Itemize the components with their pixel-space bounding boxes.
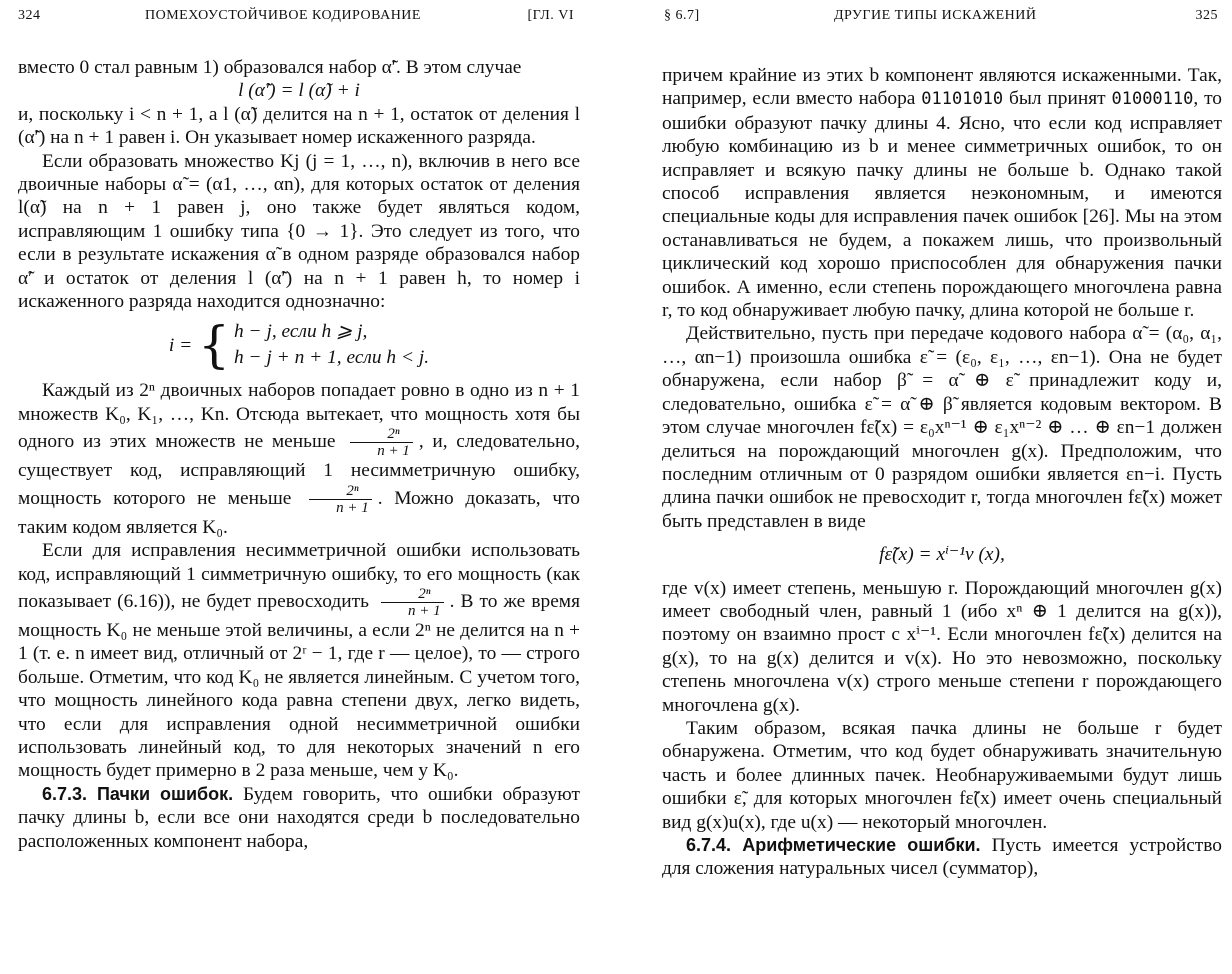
text-span: Если для исправления несимметричной ошибки использовать код, исправляющий 1 симметричную ошибку, то его мощность (как показывает (6.16)), не будет превосходить [18, 540, 580, 612]
fraction-denominator: n + 1 [408, 602, 441, 619]
fraction [381, 586, 444, 619]
page-number: 325 [1195, 8, 1218, 23]
text-span: был принят [1009, 88, 1106, 110]
paragraph: Таким образом, всякая пачка длины не больше r будет обнаружена. Отметим, что код будет обнаруживать значительную часть и более длинных пачек. Необнаруживаемыми будут лишь ошибки ε̃, для которых многочлен fε̃(x) имеет очень специальный вид g(x)u(x), где u(x) — некоторый многочлен. [662, 717, 1222, 833]
text-span: , то ошибки образуют пачку длины 4. Ясно, что если код исправляет любую комбинацию из b и менее симметричных ошибок, то он исправляет и всякую пачку длины не больше b. Однако такой способ исправления является неэкономным, и имеются специальные коды для исправления пачек ошибок [26]. Мы на этом останавливаться не будем, а покажем лишь, что произвольный циклический код хорошо приспособлен для обнаружения пачки ошибок. А именно, если степень порождающего многочлена равна r, то код обнаруживает любую пачку, длина которой не больше r. [662, 88, 1222, 322]
left-page-header [18, 8, 580, 30]
paragraph: вместо 0 стал равным 1) образовался набор α̃′. В этом случае [18, 57, 522, 78]
page-number: 324 [18, 8, 41, 23]
code-word: 01000110 [1111, 89, 1194, 110]
text-span: Каждый из 2ⁿ двоичных наборов попадает ровно в одно из n + 1 множеств K₀, K₁, …, Kn. Отсюда вытекает, что мощность хотя бы одного из этих множеств не меньше [18, 380, 580, 453]
formula-case: h − j + n + 1, если h < j. [233, 347, 430, 369]
running-title: ПОМЕХОУСТОЙЧИВОЕ КОДИРОВАНИЕ [145, 8, 421, 23]
text-span: , и, следовательно, существует код, исправляющий 1 несимметричную ошибку, мощность которого не меньше [18, 431, 580, 509]
formula-case: h − j, если h ⩾ j, [233, 321, 368, 343]
right-page [662, 0, 1222, 974]
fraction-numerator: 2ⁿ [350, 426, 413, 443]
paragraph [662, 834, 1222, 881]
fraction-denominator: n + 1 [336, 499, 369, 516]
text-span: . В то же время мощность K₀ не меньше этой величины, а если 2ⁿ не делится на n + 1 (т. е. n имеет вид, отличный от 2ʳ − 1, где r — целое), то — строго больше. Отметим, что код K₀ не является линейным. С учетом того, что мощность линейного кода равна степени двух, легко видеть, что если для исправления одной несимметричной ошибки использовать линейный код, то для некоторых значений n его мощность будет примерно в 2 раза меньше, чем у K₀. [18, 590, 580, 782]
section-reference: § 6.7] [664, 8, 700, 23]
paragraph: Если образовать множество Kj (j = 1, …, n), включив в него все двоичные наборы α̃ = (α1, …, αn), для которых остаток от деления l(α̃) на n + 1 равен j, оно также будет являться кодом, исправляющим 1 ошибку типа {0 → 1}. Это следует из того, что если в результате искажения α̃ в одном разряде образовался набор α̃′ и остаток от деления l (α̃′) на n + 1 равен h, то номер i искаженного разряда находится однозначно: [18, 150, 580, 313]
text-span: Будем говорить, что ошибки образуют пачку длины b, если все они находятся среди b последовательно расположенных компонент набора, [18, 783, 580, 852]
formula: fε̃(x) = xⁱ⁻¹v (x), [879, 544, 1005, 566]
paragraph [18, 783, 580, 853]
text-span: Пусть имеется устройство для сложения натуральных чисел (сумматор), [662, 835, 1222, 880]
fraction-denominator: n + 1 [377, 443, 410, 460]
paragraph: и, поскольку i < n + 1, а l (α̃) делится на n + 1, остаток от деления l (α̃′) на n + 1 равен i. Он указывает номер искаженного разряда. [18, 103, 580, 149]
running-title: ДРУГИЕ ТИПЫ ИСКАЖЕНИЙ [834, 8, 1037, 23]
fraction [350, 426, 413, 459]
paragraph [18, 539, 580, 783]
brace-symbol: { [198, 316, 230, 375]
piecewise-formula [18, 316, 580, 375]
formula-lhs: i = [168, 334, 193, 356]
formula-cases [234, 319, 429, 371]
section-heading: 6.7.3. Пачки ошибок. [42, 783, 234, 804]
section-heading: 6.7.4. Арифметические ошибки. [686, 835, 981, 855]
right-page-header [662, 8, 1222, 30]
fraction-numerator: 2ⁿ [381, 586, 444, 603]
paragraph: где v(x) имеет степень, меньшую r. Порождающий многочлен g(x) имеет свободный член, равный 1 (ибо xⁿ ⊕ 1 делится на g(x)), поэтому он взаимно прост с xⁱ⁻¹. Если многочлен fε̃(x) делится на g(x), то на g(x) делится и v(x). Но это невозможно, поскольку степень многочлена v(x) строго меньше степени r порождающего многочлена g(x). [662, 577, 1222, 716]
left-page [18, 0, 580, 974]
formula: l (α̃′) = l (α̃) + i [238, 80, 360, 102]
paragraph: Действительно, пусть при передаче кодового набора α̃ = (α₀, α₁, …, αn−1) произошла ошибка ε̃ = (ε₀, ε₁, …, εn−1). Она не будет обнаружена, если набор β̃ = α̃ ⊕ ε̃ принадлежит коду и, следовательно, ошибка ε̃ = α̃ ⊕ β̃ является кодовым вектором. В этом случае многочлен fε̃(x) = ε₀xⁿ⁻¹ ⊕ ε₁xⁿ⁻² ⊕ … ⊕ εn−1 должен делиться на порождающий многочлен g(x). Предположим, что последним отличным от 0 разрядом ошибки является εn−i. Пусть длина пачки ошибок не превосходит r, тогда многочлен fε̃(x) может быть представлен в виде [662, 323, 1222, 532]
chapter-reference: [ГЛ. VI [527, 8, 574, 23]
paragraph [18, 379, 580, 539]
left-page-body [18, 56, 580, 853]
paragraph [662, 64, 1222, 322]
text-span: причем крайние из этих b компонент являются искаженными. Так, например, если вместо набора [662, 65, 1222, 110]
text-span: . Можно доказать, что таким кодом является K₀. [18, 487, 580, 538]
fraction-numerator: 2ⁿ [309, 483, 372, 500]
right-page-body [662, 64, 1222, 881]
fraction [309, 483, 372, 516]
code-word: 01101010 [921, 89, 1004, 110]
